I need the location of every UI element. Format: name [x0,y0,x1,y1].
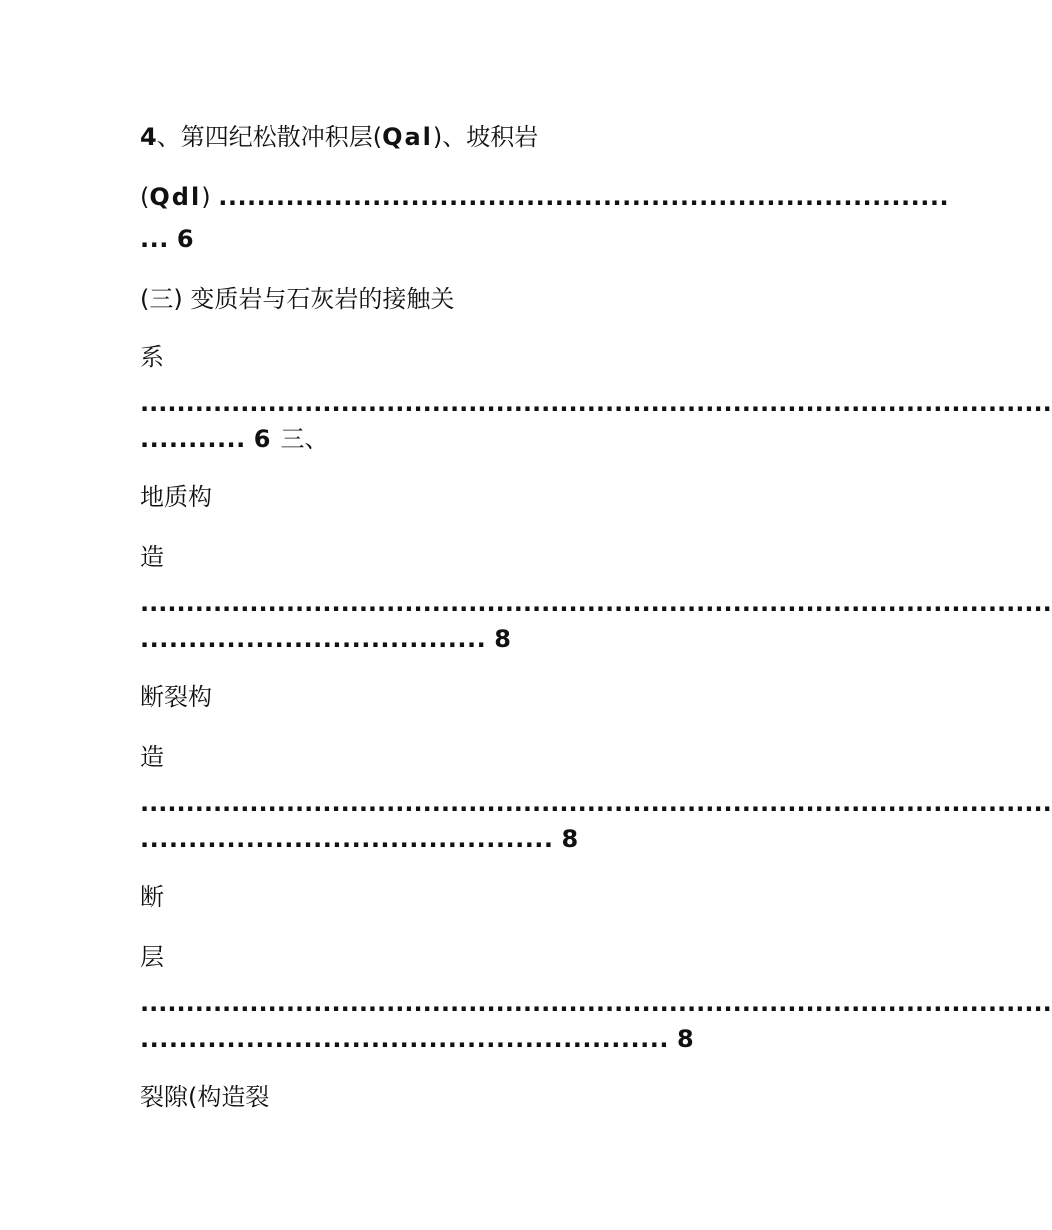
toc-entry-qdl-line[interactable] [140,182,950,212]
toc-page-number: 8 [676,1025,694,1053]
toc-page-number: 6 [253,425,271,453]
toc-leader-dots: ........................................... [140,825,554,853]
toc-leader-dots: .................................................................................................... [140,989,1052,1017]
toc-entry-suffix: )、坡积岩 [432,123,539,151]
toc-entry-code-qdl: Qdl [149,183,202,211]
toc-page-number: 8 [561,825,579,853]
toc-page-number: 8 [494,625,511,653]
toc-entry-paren-open: ( [140,183,150,211]
toc-leader-dots: ........... [140,425,246,453]
toc-leader-dots: .................................................................................................... [140,789,1052,817]
toc-entry-geostructure-title[interactable]: 地质构 [140,483,212,511]
toc-entry-fault-structure-title[interactable]: 断裂构 [140,683,212,711]
toc-leader-dots: ............................................................................ [218,183,950,211]
toc-entry-text-visible: 、第四纪松散冲积层( [156,123,383,151]
toc-entry-number: 4 [140,123,157,151]
toc-leader-dots: .................................................................................................... [140,389,1052,417]
toc-entry-contact-page-line[interactable] [140,424,329,454]
toc-entry-contact-title[interactable]: (三) 变质岩与石灰岩的接触关 [140,285,455,313]
toc-entry-geostructure-page-line[interactable] [140,624,511,654]
toc-entry-fault-structure-page-line[interactable] [140,824,578,854]
toc-entry-qal-title[interactable] [140,122,538,152]
toc-entry-paren-close: ) [201,183,211,211]
toc-page-number: 6 [176,225,194,253]
toc-leader-dots: .................................... [140,625,487,653]
toc-entry-fissure-title[interactable]: 裂隙(构造裂 [140,1083,270,1111]
toc-entry-geostructure-title-cont[interactable]: 造 [140,543,164,571]
toc-leader-dots: ....................................................... [140,1025,669,1053]
toc-entry-fault-title-cont[interactable]: 层 [140,943,164,971]
toc-leader-dots: .................................................................................................... [140,589,1052,617]
toc-entry-fault-title[interactable]: 断 [140,883,164,911]
toc-section-number: 三、 [280,425,329,453]
toc-entry-code-qal: Qal [382,123,433,151]
toc-entry-qdl-page-line[interactable] [140,224,194,254]
toc-entry-fault-page-line[interactable] [140,1024,694,1054]
toc-entry-fault-structure-title-cont[interactable]: 造 [140,743,164,771]
toc-entry-contact-title-cont[interactable]: 系 [140,343,164,371]
toc-leader-dots: ... [140,225,169,253]
